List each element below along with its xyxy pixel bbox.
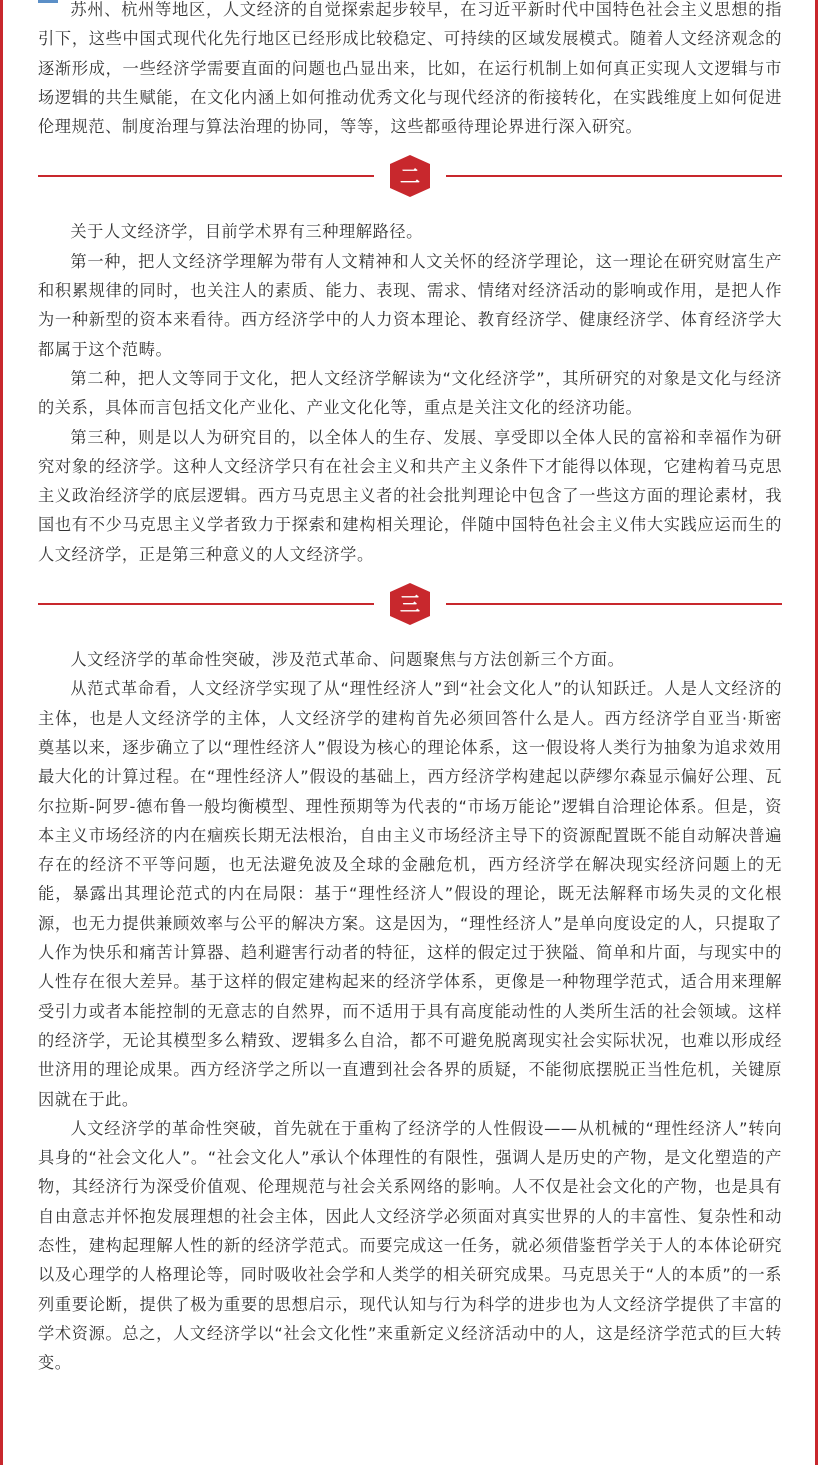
section-divider — [38, 153, 782, 199]
paragraph: 关于人文经济学，目前学术界有三种理解路径。 — [70, 222, 423, 242]
divider-line-left — [38, 175, 374, 177]
paragraph: 人文经济学的革命性突破，首先就在于重构了经济学的人性假设——从机械的“理性经济人”转向具身的“社会文化人”。“社会文化人”承认个体理性的有限性，强调人是历史的产物，是文化塑造的产物，其经济行为深受价值观、伦理规范与社会关系网络的影响。人不仅是社会文化的产物，也是具有自由意志并怀抱发展理想的社会主体，因此人文经济学必须面对真实世界的人的丰富性、复杂性和动态性，建构起理解人性的新的经济学范式。而要完成这一任务，就必须借鉴哲学关于人的本体论研究以及心理学的人格理论等，同时吸收社会学和人类学的相关研究成果。马克思关于“人的本质”的一系列重要论断，提供了极为重要的思想启示，现代认知与行为科学的进步也为人文经济学提供了丰富的学术资源。总之，人文经济学以“社会文化性”来重新定义经济活动中的人，这是经济学范式的巨大转变。 — [38, 1118, 782, 1373]
divider-line-right — [446, 175, 782, 177]
section-badge-icon — [390, 155, 430, 197]
paragraph: 第一种，把人文经济学理解为带有人文精神和人文关怀的经济学理论，这一理论在研究财富生产和积累规律的同时，也关注人的素质、能力、表现、需求、情绪对经济活动的影响或作用，是把人作为一种新型的资本来看待。西方经济学中的人力资本理论、教育经济学、健康经济学、体育经济学大都属于这个范畴。 — [38, 251, 782, 359]
divider-line-right — [446, 603, 782, 605]
divider-line-left — [38, 603, 374, 605]
paragraph: 第三种，则是以人为研究目的，以全体人的生存、发展、享受即以全体人民的富裕和幸福作为研究对象的经济学。这种人文经济学只有在社会主义和共产主义条件下才能得以体现，它建构着马克思主义政治经济学的底层逻辑。西方马克思主义者的社会批判理论中包含了一些这方面的理论素材，我国也有不少马克思主义学者致力于探索和建构相关理论，伴随中国特色社会主义伟大实践应运而生的人文经济学，正是第三种意义的人文经济学。 — [38, 427, 782, 564]
paragraph: 第二种，把人文等同于文化，把人文经济学解读为“文化经济学”，其所研究的对象是文化与经济的关系，具体而言包括文化产业化、产业文化化等，重点是关注文化的经济功能。 — [38, 368, 782, 418]
section-number: 三 — [400, 592, 420, 617]
article-body — [38, 0, 782, 1377]
paragraph: 人文经济学的革命性突破，涉及范式革命、问题聚焦与方法创新三个方面。 — [70, 650, 625, 670]
paragraph: 从范式革命看，人文经济学实现了从“理性经济人”到“社会文化人”的认知跃迁。人是人文经济的主体，也是人文经济学的主体，人文经济学的建构首先必须回答什么是人。西方经济学自亚当·斯密奠基以来，逐步确立了以“理性经济人”假设为核心的理论体系，这一假设将人类行为抽象为追求效用最大化的计算过程。在“理性经济人”假设的基础上，西方经济学构建起以萨缪尔森显示偏好公理、瓦尔拉斯-阿罗-德布鲁一般均衡模型、理性预期等为代表的“市场万能论”逻辑自洽理论体系。但是，资本主义市场经济的内在痼疾长期无法根治，自由主义市场经济主导下的资源配置既不能自动解决普遍存在的经济不平等问题，也无法避免波及全球的金融危机，西方经济学在解决现实经济问题上的无能，暴露出其理论范式的内在局限：基于“理性经济人”假设的理论，既无法解释市场失灵的文化根源，也无力提供兼顾效率与公平的解决方案。这是因为，“理性经济人”是单向度设定的人，只提取了人作为快乐和痛苦计算器、趋利避害行动者的特征，这样的假定过于狭隘、简单和片面，与现实中的人性存在很大差异。基于这样的假定建构起来的经济学体系，更像是一种物理学范式，适合用来理解受引力或者本能控制的无意志的自然界，而不适用于具有高度能动性的人类所生活的社会领域。这样的经济学，无论其模型多么精致、逻辑多么自洽，都不可避免脱离现实社会实际状况，也难以形成经世济用的理论成果。西方经济学之所以一直遭到社会各界的质疑，不能彻底摆脱正当性危机，关键原因就在于此。 — [38, 679, 782, 1109]
section-badge-icon — [390, 583, 430, 625]
paragraph: 苏州、杭州等地区，人文经济的自觉探索起步较早，在习近平新时代中国特色社会主义思想的指引下，这些中国式现代化先行地区已经形成比较稳定、可持续的区域发展模式。随着人文经济观念的逐渐形成，一些经济学需要直面的问题也凸显出来，比如，在运行机制上如何真正实现人文逻辑与市场逻辑的共生赋能，在文化内涵上如何推动优秀文化与现代经济的衔接转化，在实践维度上如何促进伦理规范、制度治理与算法治理的协同，等等，这些都亟待理论界进行深入研究。 — [38, 0, 782, 137]
section-divider — [38, 581, 782, 627]
section-number: 二 — [400, 164, 420, 189]
